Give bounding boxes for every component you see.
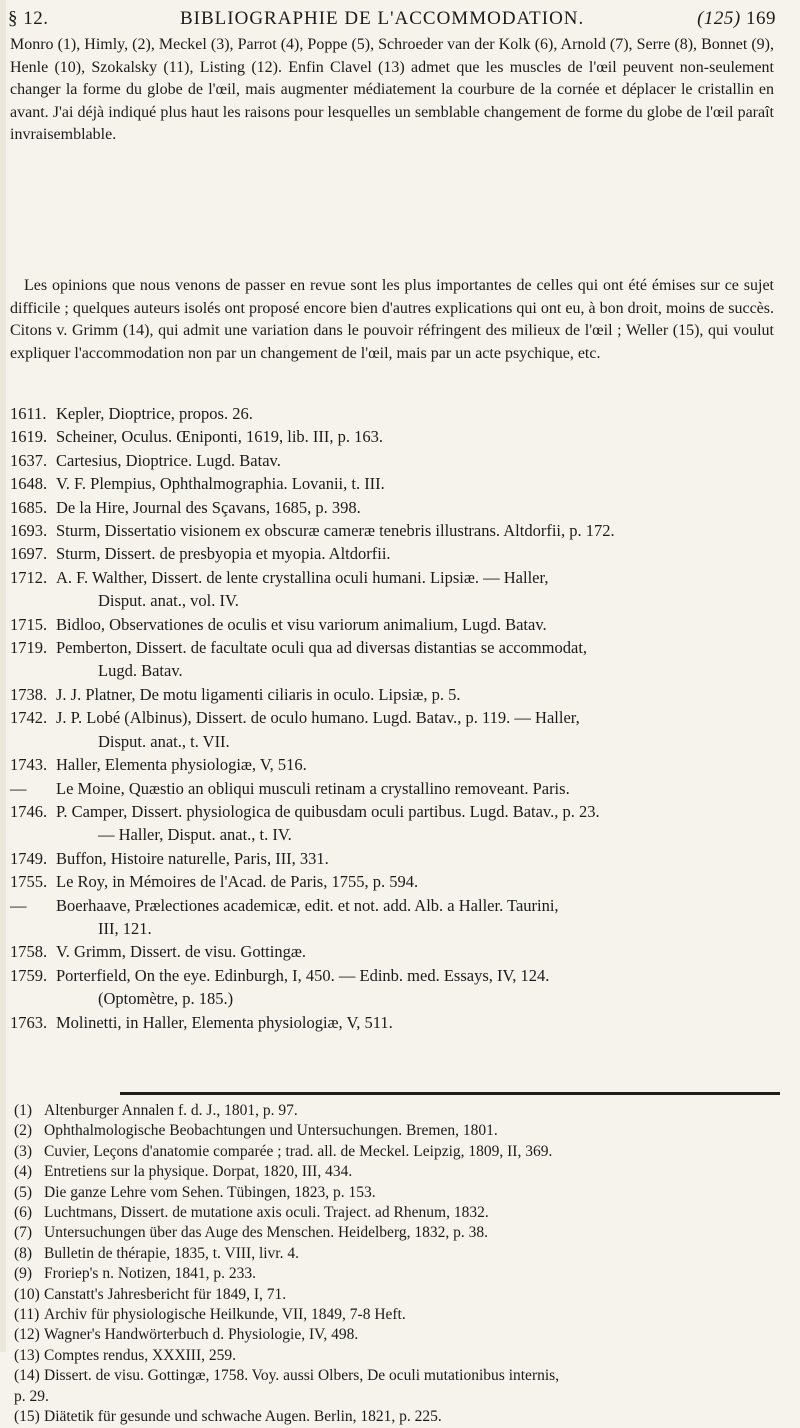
footnote [14, 1223, 784, 1243]
entry-year: 1755. [10, 872, 48, 892]
footnote-text: Canstatt's Jahresbericht für 1849, I, 71. [44, 1285, 287, 1303]
entry-year: 1693. [10, 521, 48, 541]
entry-year: 1715. [10, 614, 48, 634]
entry-text: Cartesius, Dioptrice. Lugd. Batav. [56, 450, 281, 470]
entry-continuation: (Optomètre, p. 185.) [98, 989, 234, 1009]
entry-year: 1648. [10, 474, 48, 494]
entry-year: 1759. [10, 965, 48, 985]
bibliography-entry [10, 613, 780, 636]
footnote [14, 1366, 784, 1407]
footnote-number: (4) [14, 1163, 33, 1181]
entry-continuation: Disput. anat., t. VII. [98, 731, 230, 751]
entry-text: Le Roy, in Mémoires de l'Acad. de Paris, 1755, p. 594. [56, 872, 419, 892]
entry-continuation: Disput. anat., vol. IV. [98, 591, 239, 611]
footnote [14, 1285, 784, 1305]
footnote-number: (9) [14, 1265, 33, 1283]
footnote [14, 1121, 784, 1141]
footnote [14, 1325, 784, 1345]
footnote-text: Comptes rendus, XXXIII, 259. [44, 1346, 237, 1364]
entry-text: Bidloo, Observationes de oculis et visu variorum animalium, Lugd. Batav. [56, 614, 547, 634]
bibliography-entry [10, 472, 780, 495]
bibliography-entry [10, 894, 780, 941]
footnote-number: (2) [14, 1122, 33, 1140]
footnote-number: (10) [14, 1285, 40, 1303]
footnote-number: (11) [14, 1306, 40, 1324]
section-reference: (125) [697, 8, 741, 29]
entry-year: — [10, 778, 27, 798]
entry-text: Le Moine, Quæstio an obliqui musculi retinam a crystallino removeant. Paris. [56, 778, 570, 798]
entry-year: 1763. [10, 1012, 48, 1032]
bibliography-entry [10, 870, 780, 893]
bibliography-entry [10, 1011, 780, 1034]
footnote [14, 1244, 784, 1264]
footnote [14, 1183, 784, 1203]
entry-text: V. Grimm, Dissert. de visu. Gottingæ. [56, 942, 306, 962]
footnote-continuation: p. 29. [14, 1387, 49, 1405]
bibliography-list [10, 402, 780, 1034]
entry-text: Haller, Elementa physiologiæ, V, 516. [56, 755, 307, 775]
footnote-separator [120, 1092, 780, 1095]
entry-text: Pemberton, Dissert. de facultate oculi qua ad diversas distantias se accommodat, [56, 638, 588, 658]
entry-year: 1719. [10, 638, 48, 658]
footnote-text: Luchtmans, Dissert. de mutatione axis oculi. Traject. ad Rhenum, 1832. [44, 1204, 489, 1222]
footnote-text: Bulletin de thérapie, 1835, t. VIII, livr. 4. [44, 1244, 299, 1262]
footnote [14, 1407, 784, 1427]
entry-text: Buffon, Histoire naturelle, Paris, III, 331. [56, 848, 329, 868]
footnotes-list [14, 1101, 784, 1428]
bibliography-entry [10, 636, 780, 683]
entry-year: 1712. [10, 567, 48, 587]
running-title: BIBLIOGRAPHIE DE L'ACCOMMODATION. [180, 8, 585, 29]
bibliography-entry [10, 566, 780, 613]
entry-text: P. Camper, Dissert. physiologica de quibusdam oculi partibus. Lugd. Batav., p. 23. [56, 801, 600, 821]
bibliography-entry [10, 706, 780, 753]
bibliography-entry [10, 847, 780, 870]
footnote-text: Diätetik für gesunde und schwache Augen. Berlin, 1821, p. 225. [44, 1408, 442, 1426]
bibliography-entry [10, 964, 780, 1011]
entry-year: 1619. [10, 427, 48, 447]
footnote-number: (6) [14, 1204, 33, 1222]
footnote [14, 1203, 784, 1223]
footnote-text: Entretiens sur la physique. Dorpat, 1820, III, 434. [44, 1163, 353, 1181]
opinions-paragraph: Les opinions que nous venons de passer en revue sont les plus importantes de celles qui ont été émises sur ce sujet difficile ; quelques auteurs isolés ont proposé encore bien d'autres explications qui ont eu, à bon droit, moins de succès. Citons v. Grimm (14), qui admit une variation dans le pouvoir réfringent des milieux de l'œil ; Weller (15), qui voulut expliquer l'accommodation non par un changement de l'œil, mais par un acte psychique, etc. [10, 277, 774, 362]
bibliography-entry [10, 542, 780, 565]
entry-text: Boerhaave, Prælectiones academicæ, edit. et not. add. Alb. a Haller. Taurini, [56, 895, 559, 915]
bibliography-entry [10, 800, 780, 847]
entry-text: Scheiner, Oculus. Œniponti, 1619, lib. III, p. 163. [56, 427, 384, 447]
bibliography-entry [10, 940, 780, 963]
footnote [14, 1305, 784, 1325]
entry-text: J. J. Platner, De motu ligamenti ciliaris in oculo. Lipsiæ, p. 5. [56, 684, 461, 704]
bibliography-entry [10, 496, 780, 519]
footnote-number: (15) [14, 1408, 40, 1426]
footnote [14, 1142, 784, 1162]
footnote-number: (8) [14, 1244, 33, 1262]
footnote [14, 1346, 784, 1366]
entry-text: J. P. Lobé (Albinus), Dissert. de oculo humano. Lugd. Batav., p. 119. — Haller, [56, 708, 580, 728]
footnote [14, 1162, 784, 1182]
running-header [8, 6, 776, 32]
entry-year: 1637. [10, 450, 48, 470]
bibliography-entry [10, 425, 780, 448]
footnote-text: Froriep's n. Notizen, 1841, p. 233. [44, 1265, 257, 1283]
entry-year: 1749. [10, 848, 48, 868]
page-number: 169 [746, 8, 776, 29]
footnote [14, 1101, 784, 1121]
entry-year: 1738. [10, 684, 48, 704]
entry-text: De la Hire, Journal des Sçavans, 1685, p. 398. [56, 497, 361, 517]
entry-year: 1743. [10, 755, 48, 775]
entry-continuation: III, 121. [98, 918, 152, 938]
entry-text: Kepler, Dioptrice, propos. 26. [56, 404, 253, 423]
footnote-number: (12) [14, 1326, 40, 1344]
entry-text: A. F. Walther, Dissert. de lente crystallina oculi humani. Lipsiæ. — Haller, [56, 567, 549, 587]
entry-text: V. F. Plempius, Ophthalmographia. Lovanii, t. III. [56, 474, 385, 494]
footnote-text: Ophthalmologische Beobachtungen und Untersuchungen. Bremen, 1801. [44, 1122, 498, 1140]
entry-year: — [10, 895, 27, 915]
entry-year: 1742. [10, 708, 48, 728]
entry-text: Sturm, Dissertatio visionem ex obscuræ cameræ tenebris illustrans. Altdorfii, p. 172. [56, 521, 615, 541]
footnote-number: (1) [14, 1102, 33, 1119]
entry-text: Porterfield, On the eye. Edinburgh, I, 450. — Edinb. med. Essays, IV, 124. [56, 965, 550, 985]
entry-year: 1685. [10, 497, 48, 517]
footnote-text: Die ganze Lehre vom Sehen. Tübingen, 1823, p. 153. [44, 1183, 376, 1201]
bibliography-entry [10, 753, 780, 776]
footnote-number: (5) [14, 1183, 33, 1201]
footnote-text: Dissert. de visu. Gottingæ, 1758. Voy. aussi Olbers, De oculi mutationibus internis, [44, 1367, 560, 1385]
bibliography-entry [10, 519, 780, 542]
intro-paragraph: Monro (1), Himly, (2), Meckel (3), Parrot (4), Poppe (5), Schroeder van der Kolk (6), Arnold (7), Serre (8), Bonnet (9), Henle (10), Szokalsky (11), Listing (12). Enfin Clavel (13) admet que les muscles de l'œil peuvent non-seulement changer la forme du globe de l'œil, mais augmenter médiatement la courbure de la cornée et déplacer le cristallin en avant. J'ai déjà indiqué plus haut les raisons pour lesquelles un semblable changement de forme du globe de l'œil paraît invraisemblable. [10, 36, 774, 143]
entry-continuation: — Haller, Disput. anat., t. IV. [98, 825, 292, 845]
footnote-number: (3) [14, 1142, 33, 1160]
footnote-text: Archiv für physiologische Heilkunde, VII, 1849, 7-8 Heft. [44, 1306, 406, 1324]
section-marker: § 12. [8, 8, 49, 29]
entry-continuation: Lugd. Batav. [98, 661, 183, 681]
entry-text: Sturm, Dissert. de presbyopia et myopia. Altdorfii. [56, 544, 391, 564]
footnote-number: (7) [14, 1224, 33, 1242]
bibliography-entry [10, 449, 780, 472]
footnote-text: Wagner's Handwörterbuch d. Physiologie, IV, 498. [44, 1326, 359, 1344]
entry-year: 1746. [10, 801, 48, 821]
entry-text: Molinetti, in Haller, Elementa physiologiæ, V, 511. [56, 1012, 393, 1032]
page-reference [697, 8, 776, 30]
entry-year: 1611. [10, 404, 47, 423]
footnote-number: (13) [14, 1346, 40, 1364]
footnote-text: Altenburger Annalen f. d. J., 1801, p. 97. [44, 1102, 298, 1119]
footnote-text: Untersuchungen über das Auge des Menschen. Heidelberg, 1832, p. 38. [44, 1224, 488, 1242]
entry-year: 1697. [10, 544, 48, 564]
page-edge [0, 0, 6, 1352]
bibliography-entry [10, 402, 780, 425]
footnote-text: Cuvier, Leçons d'anatomie comparée ; trad. all. de Meckel. Leipzig, 1809, II, 369. [44, 1142, 553, 1160]
bibliography-entry [10, 777, 780, 800]
footnote-number: (14) [14, 1367, 40, 1385]
bibliography-entry [10, 683, 780, 706]
footnote [14, 1264, 784, 1284]
entry-year: 1758. [10, 942, 48, 962]
